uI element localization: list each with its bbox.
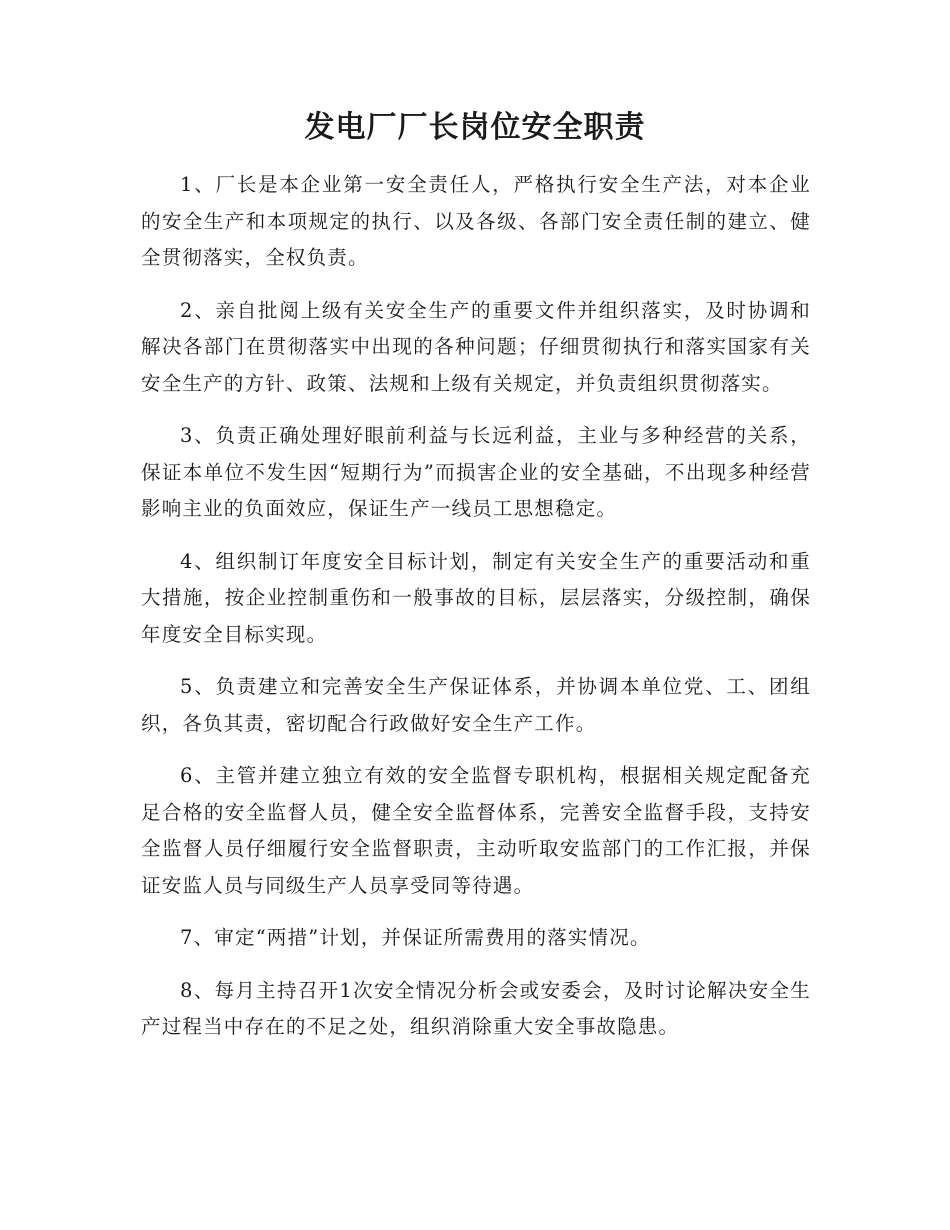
paragraph-1: 1、厂长是本企业第一安全责任人，严格执行安全生产法，对本企业的安全生产和本项规定的执行、以及各级、各部门安全责任制的建立、健全贯彻落实，全权负责。: [141, 173, 811, 269]
document-title: 发电厂厂长岗位安全职责: [304, 110, 646, 145]
document-body: [141, 167, 811, 1062]
paragraph-2: 2、亲自批阅上级有关安全生产的重要文件并组织落实，及时协调和解决各部门在贯彻落实中出现的各种问题；仔细贯彻执行和落实国家有关安全生产的方针、政策、法规和上级有关规定，并负责组织贯彻落实。: [141, 298, 811, 395]
paragraph-3: 3、负责正确处理好眼前利益与长远利益，主业与多种经营的关系，保证本单位不发生因“短期行为”而损害企业的安全基础，不出现多种经营影响主业的负面效应，保证生产一线员工思想稳定。: [141, 424, 811, 520]
paragraph-6: 6、主管并建立独立有效的安全监督专职机构，根据相关规定配备充足合格的安全监督人员，健全安全监督体系，完善安全监督手段，支持安全监督人员仔细履行安全监督职责，主动听取安监部门的工作汇报，并保证安监人员与同级生产人员享受同等待遇。: [141, 764, 811, 897]
paragraph-4: 4、组织制订年度安全目标计划，制定有关安全生产的重要活动和重大措施，按企业控制重伤和一般事故的目标，层层落实，分级控制，确保年度安全目标实现。: [141, 549, 811, 646]
paragraph-8: 8、每月主持召开1次安全情况分析会或安委会，及时讨论解决安全生产过程当中存在的不足之处，组织消除重大安全事故隐患。: [141, 978, 811, 1038]
paragraph-7: 7、审定“两措”计划，并保证所需费用的落实情况。: [180, 926, 651, 949]
paragraph-5: 5、负责建立和完善安全生产保证体系，并协调本单位党、工、团组织，各负其责，密切配合行政做好安全生产工作。: [141, 675, 811, 735]
